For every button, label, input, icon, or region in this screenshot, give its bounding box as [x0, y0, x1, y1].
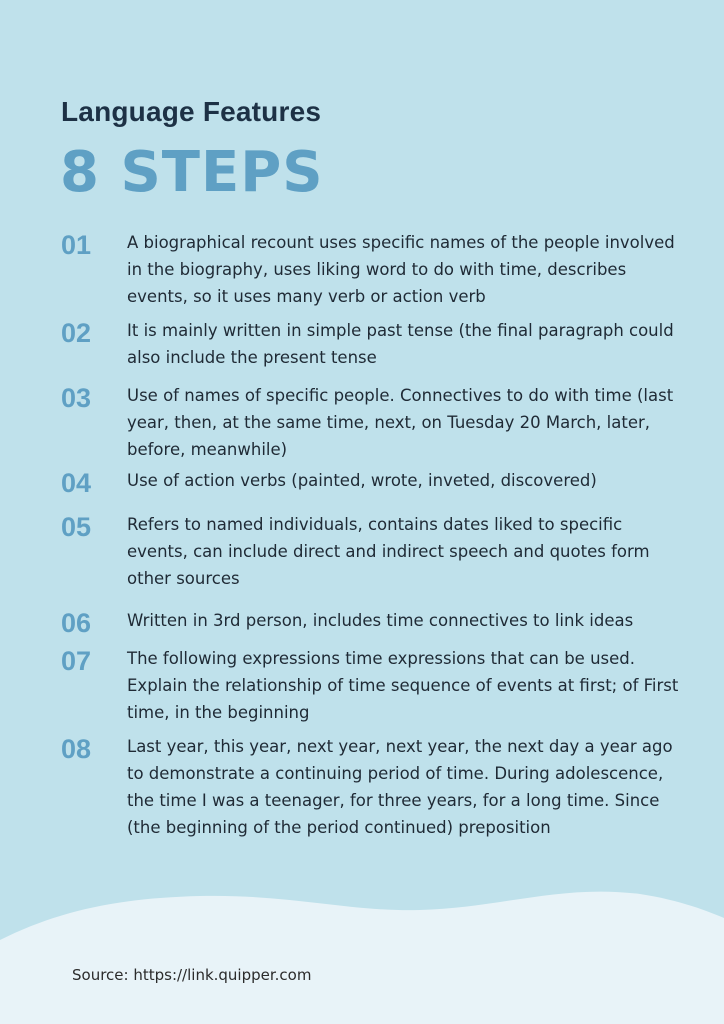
step-text: Last year, this year, next year, next year, the next day a year ago to demonstrate a continuing period of time. During adolescence, the time I was a teenager, for three years, for a long time. Since (the beginning of the period continued) preposition	[127, 737, 673, 837]
page-subtitle: Language Features	[61, 96, 322, 127]
step-text: Use of names of specific people. Connectives to do with time (last year, then, at the same time, next, on Tuesday 20 March, later, before, meanwhile)	[127, 386, 674, 459]
step-number: 05	[61, 512, 92, 542]
step-number: 08	[61, 734, 92, 764]
step-text: Written in 3rd person, includes time connectives to link ideas	[127, 611, 634, 630]
step-number: 07	[61, 646, 92, 676]
step-text: Refers to named individuals, contains dates liked to specific events, can include direct and indirect speech and quotes form other sources	[127, 515, 650, 588]
step-number: 02	[61, 318, 92, 348]
step-text: It is mainly written in simple past tense (the final paragraph could also include the present tense	[127, 321, 674, 367]
step-number: 04	[61, 468, 92, 498]
step-text: The following expressions time expressions that can be used. Explain the relationship of time sequence of events at first; of First time, in the beginning	[127, 649, 679, 722]
bottom-wave-decoration	[0, 860, 724, 1024]
step-number: 06	[61, 608, 92, 638]
step-text: Use of action verbs (painted, wrote, inveted, discovered)	[127, 471, 597, 490]
source-citation: Source: https://link.quipper.com	[72, 966, 312, 984]
step-text: A biographical recount uses specific names of the people involved in the biography, uses liking word to do with time, describes events, so it uses many verb or action verb	[127, 233, 675, 306]
step-number: 01	[61, 230, 92, 260]
step-number: 03	[61, 383, 92, 413]
page-title: 8 STEPS	[60, 140, 324, 205]
